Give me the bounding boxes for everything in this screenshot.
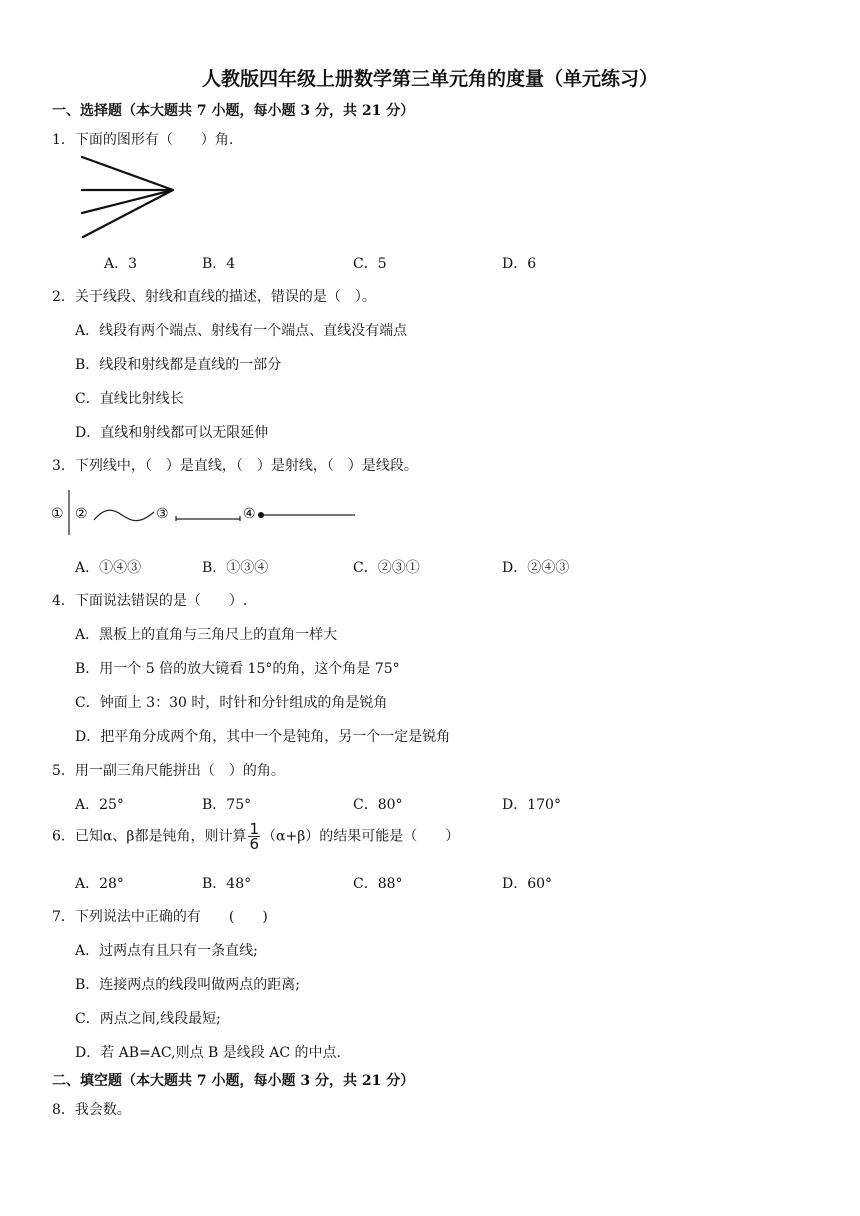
- section-heading-fill: 二、填空题（本大题共 7 小题，每小题 3 分，共 21 分）: [52, 1073, 415, 1089]
- q7-option-b[interactable]: B．连接两点的线段叫做两点的距离;: [75, 977, 301, 993]
- question-3-lines-figure: [60, 488, 360, 538]
- question-4-text: 4．下面说法错误的是（ ）.: [52, 593, 248, 609]
- fraction-denominator: 6: [249, 835, 260, 853]
- question-6-text-after: （α+β）的结果可能是（ ）: [262, 828, 460, 845]
- q4-option-c[interactable]: C．钟面上 3：30 时，时针和分针组成的角是锐角: [75, 695, 388, 711]
- line-label-3: ③: [156, 506, 169, 522]
- q2-option-d[interactable]: D．直线和射线都可以无限延伸: [75, 425, 269, 441]
- q6-option-c[interactable]: C．88°: [353, 876, 403, 892]
- question-6-text-before: 6．已知α、β都是钝角，则计算: [52, 828, 247, 845]
- q4-option-b[interactable]: B．用一个 5 倍的放大镜看 15°的角，这个角是 75°: [75, 661, 400, 677]
- q5-option-b[interactable]: B．75°: [202, 797, 252, 813]
- q1-option-a[interactable]: A．3: [104, 256, 138, 272]
- question-3-text: 3．下列线中，（ ）是直线，（ ）是射线，（ ）是线段。: [52, 458, 418, 474]
- q3-option-a[interactable]: A．①④③: [75, 560, 142, 576]
- question-1-angle-figure: [80, 155, 180, 240]
- q1-option-d[interactable]: D．6: [502, 256, 537, 272]
- q6-option-a[interactable]: A．28°: [75, 876, 124, 892]
- q7-option-d[interactable]: D．若 AB=AC,则点 B 是线段 AC 的中点.: [75, 1045, 341, 1061]
- line-label-2: ②: [75, 506, 88, 522]
- q1-option-c[interactable]: C．5: [353, 256, 387, 272]
- question-5-text: 5．用一副三角尺能拼出（ ）的角。: [52, 763, 285, 779]
- section-heading-choice: 一、选择题（本大题共 7 小题，每小题 3 分，共 21 分）: [52, 103, 415, 119]
- fraction-one-sixth: [248, 822, 260, 851]
- question-6-text: [52, 822, 459, 851]
- question-7-text: 7．下列说法中正确的有 ( ): [52, 909, 268, 925]
- q5-option-a[interactable]: A．25°: [75, 797, 124, 813]
- q2-option-c[interactable]: C．直线比射线长: [75, 391, 184, 407]
- q6-option-d[interactable]: D．60°: [502, 876, 553, 892]
- q3-option-d[interactable]: D．②④③: [502, 560, 570, 576]
- q2-option-a[interactable]: A．线段有两个端点、射线有一个端点、直线没有端点: [75, 323, 408, 339]
- q7-option-a[interactable]: A．过两点有且只有一条直线;: [75, 943, 258, 959]
- q4-option-d[interactable]: D．把平角分成两个角，其中一个是钝角，另一个一定是锐角: [75, 729, 451, 745]
- q1-option-b[interactable]: B．4: [202, 256, 236, 272]
- fraction-numerator: 1: [249, 820, 260, 838]
- q7-option-c[interactable]: C．两点之间,线段最短;: [75, 1011, 221, 1027]
- q4-option-a[interactable]: A．黑板上的直角与三角尺上的直角一样大: [75, 627, 338, 643]
- page-title: 人教版四年级上册数学第三单元角的度量（单元练习）: [201, 68, 658, 90]
- q5-option-c[interactable]: C．80°: [353, 797, 403, 813]
- q3-option-b[interactable]: B．①③④: [202, 560, 269, 576]
- question-2-text: 2．关于线段、射线和直线的描述，错误的是（ ）。: [52, 289, 376, 305]
- q3-option-c[interactable]: C．②③①: [353, 560, 420, 576]
- q5-option-d[interactable]: D．170°: [502, 797, 561, 813]
- q2-option-b[interactable]: B．线段和射线都是直线的一部分: [75, 357, 282, 373]
- line-label-1: ①: [51, 506, 64, 522]
- question-1-text: 1．下面的图形有（ ）角.: [52, 132, 234, 148]
- question-8-text: 8．我会数。: [52, 1102, 131, 1118]
- q6-option-b[interactable]: B．48°: [202, 876, 252, 892]
- line-label-4: ④: [243, 506, 256, 522]
